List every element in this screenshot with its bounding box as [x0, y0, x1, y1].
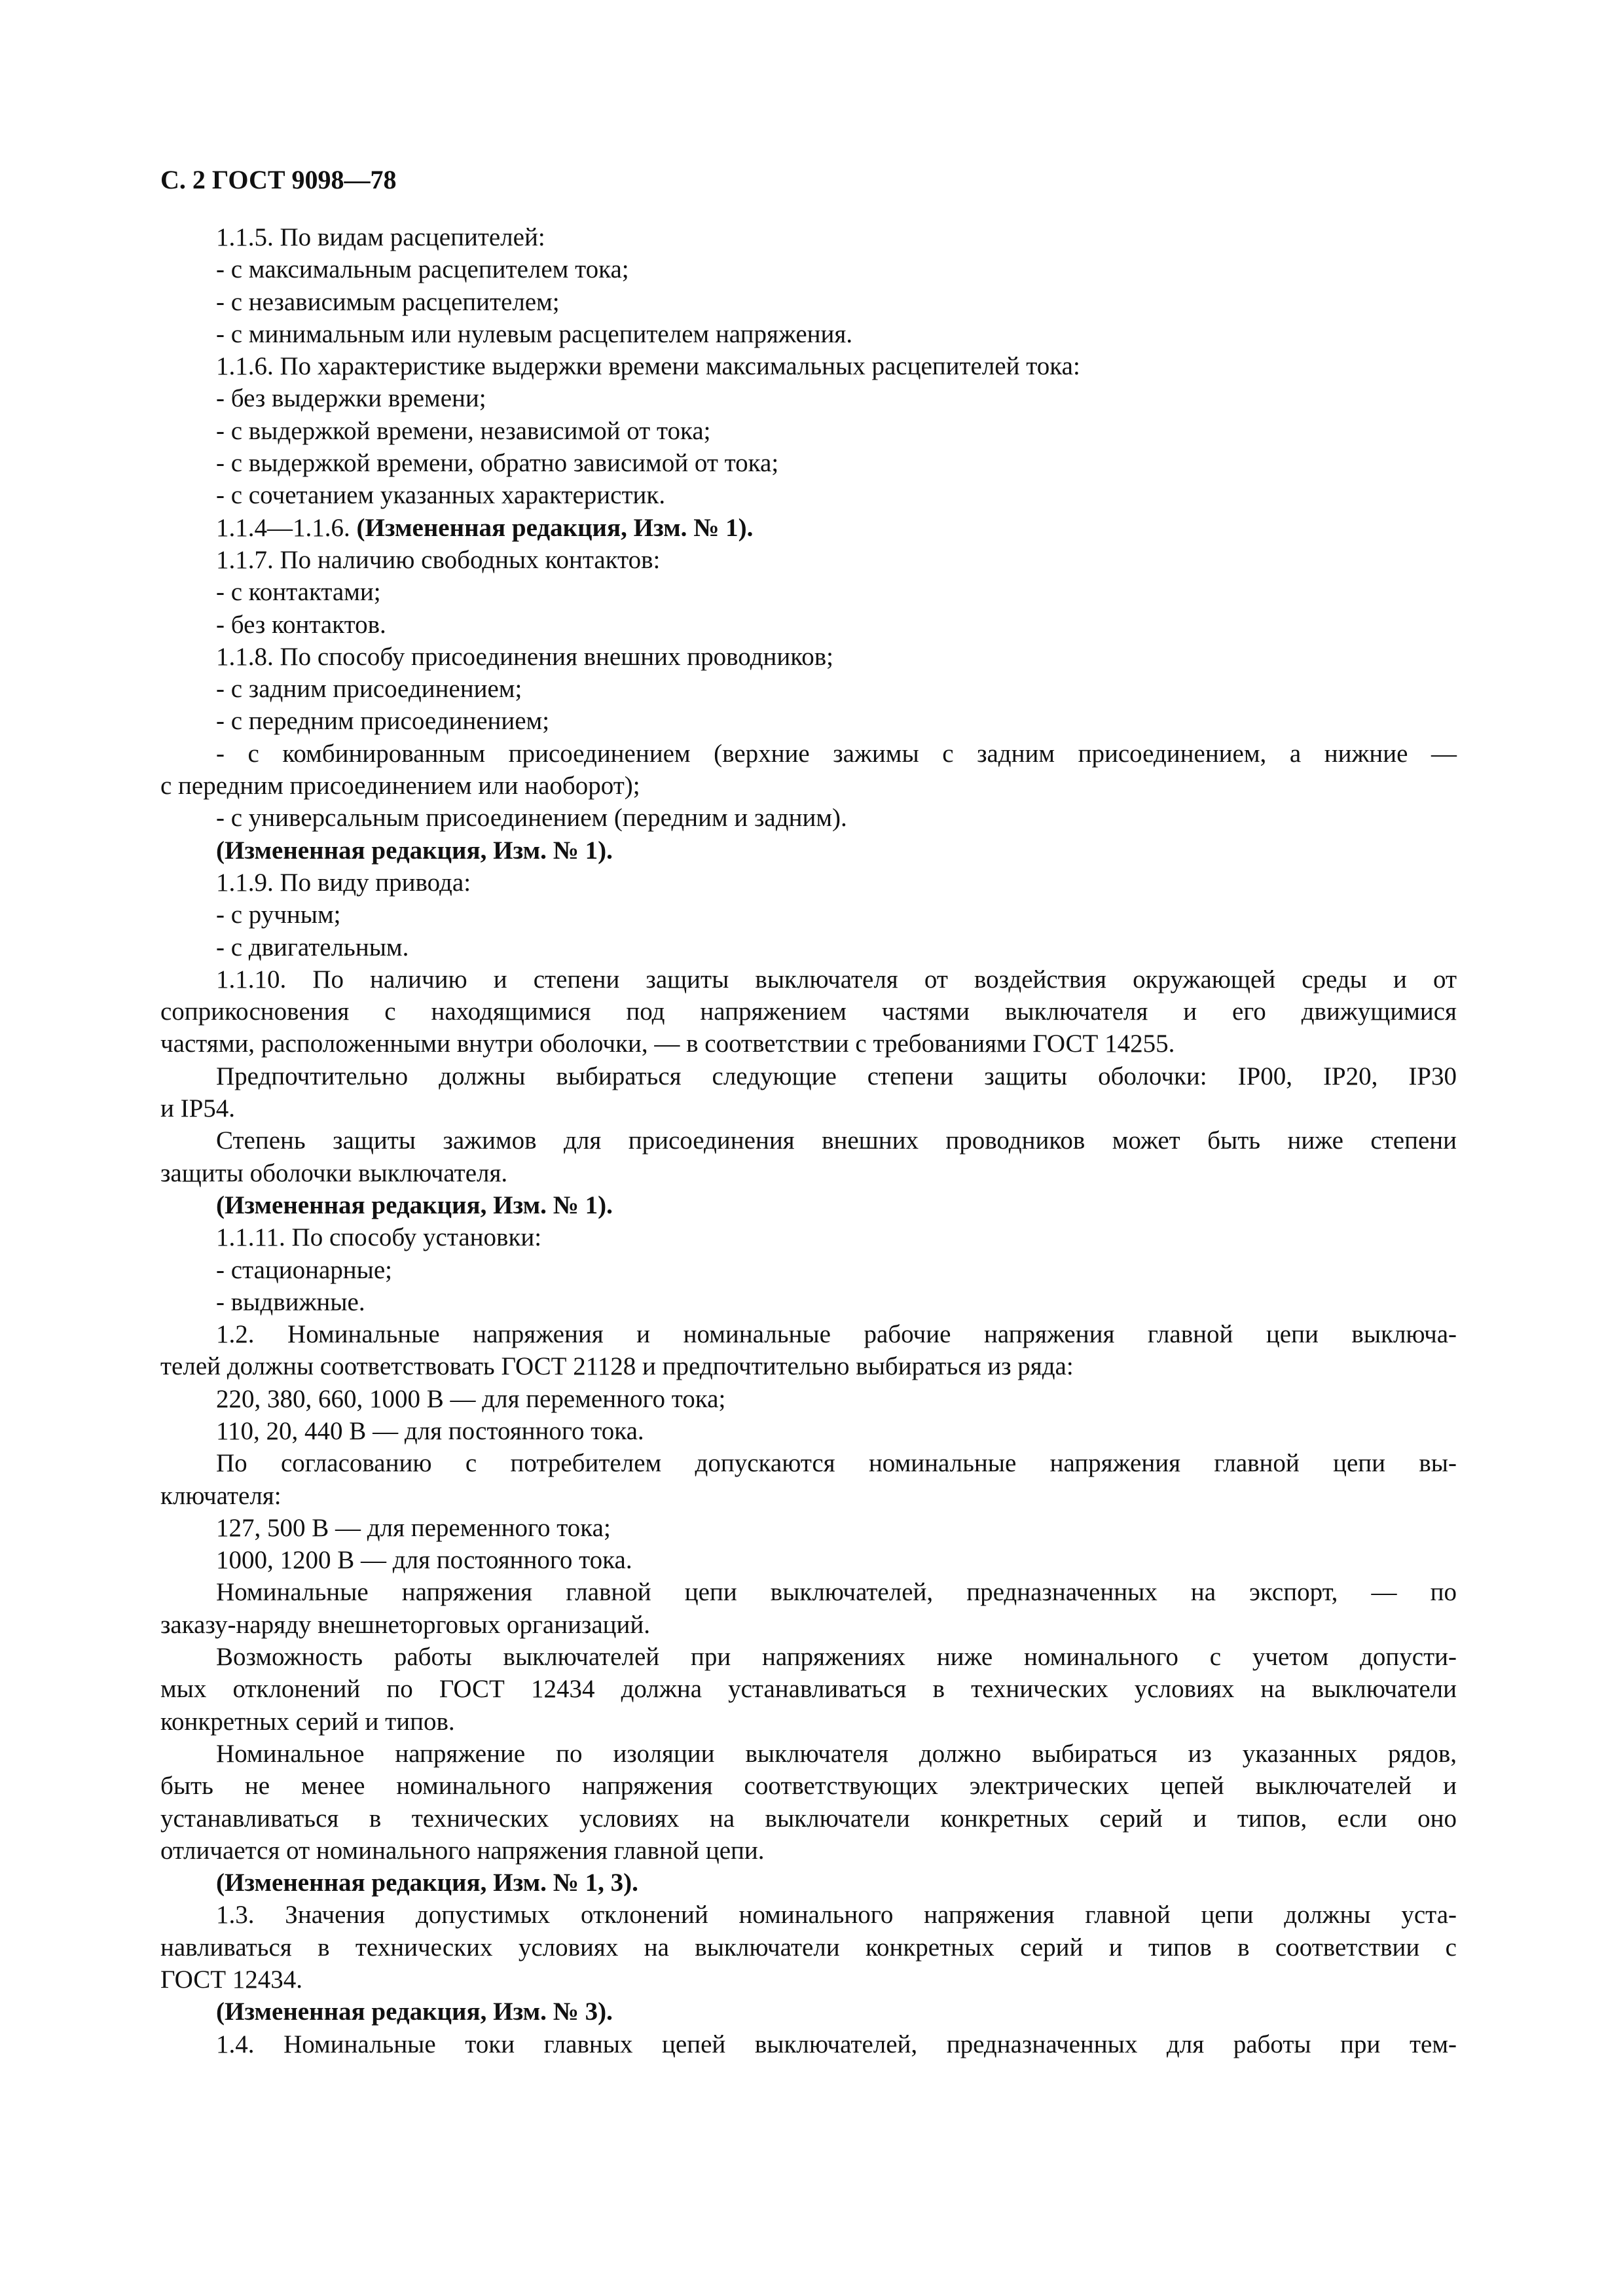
- line-text: навливаться в технических условиях на выключатели конкретных серий и типов в соответствии с: [160, 1933, 1457, 1962]
- text-line: [160, 738, 1457, 770]
- text-line: [160, 544, 1457, 576]
- text-line: [160, 2028, 1457, 2060]
- text-line: [160, 382, 1457, 414]
- line-text: 1.3. Значения допустимых отклонений номинального напряжения главной цепи должны уста-: [216, 1901, 1457, 1929]
- text-line: [160, 1770, 1457, 1802]
- line-text: устанавливаться в технических условиях на выключатели конкретных серий и типов, если оно: [160, 1804, 1457, 1833]
- amendment-note: (Измененная редакция, Изм. № 1).: [216, 836, 613, 865]
- text-line: [160, 931, 1457, 963]
- text-line: [160, 1641, 1457, 1673]
- amendment-note: (Измененная редакция, Изм. № 3).: [216, 1998, 613, 2026]
- line-text: 110, 20, 440 В — для постоянного тока.: [216, 1416, 644, 1445]
- line-text: Возможность работы выключателей при напряжениях ниже номинального с учетом допусти-: [216, 1643, 1457, 1672]
- line-text: - с сочетанием указанных характеристик.: [216, 481, 666, 510]
- line-text: частями, расположенными внутри оболочки, — в соответствии с требованиями ГОСТ 14255.: [160, 1030, 1175, 1058]
- line-text: с передним присоединением или наоборот);: [160, 772, 640, 800]
- text-line: [160, 1931, 1457, 1964]
- line-text: - с выдержкой времени, независимой от тока;: [216, 416, 711, 445]
- text-line: [160, 1124, 1457, 1157]
- text-line: [160, 1996, 1457, 2028]
- amendment-note: (Измененная редакция, Изм. № 1, 3).: [216, 1869, 638, 1897]
- text-line: [160, 673, 1457, 705]
- text-line: [160, 1157, 1457, 1189]
- text-line: [160, 770, 1457, 802]
- line-text: и IP54.: [160, 1094, 236, 1123]
- line-text: - с независимым расцепителем;: [216, 287, 560, 316]
- text-line: [160, 609, 1457, 641]
- text-line: [160, 1899, 1457, 1931]
- text-line: [160, 1350, 1457, 1382]
- text-line: [160, 1706, 1457, 1738]
- line-text: - стационарные;: [216, 1255, 393, 1284]
- text-line: [160, 802, 1457, 834]
- text-line: [160, 1092, 1457, 1124]
- line-text: 1.2. Номинальные напряжения и номинальные рабочие напряжения главной цепи выключа-: [216, 1320, 1457, 1349]
- text-line: [160, 1867, 1457, 1899]
- line-text: 1.1.4—1.1.6.: [216, 513, 357, 542]
- text-line: [160, 996, 1457, 1028]
- text-line: [160, 1738, 1457, 1770]
- line-text: - с минимальным или нулевым расцепителем напряжения.: [216, 319, 853, 348]
- line-text: 1.1.8. По способу присоединения внешних проводников;: [216, 642, 833, 671]
- line-text: 1.4. Номинальные токи главных цепей выключателей, предназначенных для работы при тем-: [216, 2030, 1457, 2058]
- text-line: [160, 899, 1457, 931]
- line-text: - с контактами;: [216, 578, 381, 607]
- text-line: [160, 1028, 1457, 1060]
- text-line: [160, 1544, 1457, 1576]
- line-text: телей должны соответствовать ГОСТ 21128 и предпочтительно выбираться из ряда:: [160, 1352, 1074, 1381]
- text-line: [160, 350, 1457, 382]
- amendment-note: (Измененная редакция, Изм. № 1).: [216, 1191, 613, 1219]
- text-line: [160, 1189, 1457, 1221]
- line-text: 1.1.7. По наличию свободных контактов:: [216, 545, 661, 574]
- line-text: быть не менее номинального напряжения соответствующих электрических цепей выключателей и: [160, 1772, 1457, 1801]
- text-line: [160, 834, 1457, 867]
- line-text: ГОСТ 12434.: [160, 1965, 303, 1994]
- line-text: заказу-наряду внешнеторговых организаций.: [160, 1610, 651, 1639]
- line-text: соприкосновения с находящимися под напряжением частями выключателя и его движущимися: [160, 997, 1457, 1026]
- line-text: - выдвижные.: [216, 1287, 365, 1316]
- line-text: - с максимальным расцепителем тока;: [216, 255, 629, 284]
- text-line: [160, 963, 1457, 996]
- text-line: [160, 1480, 1457, 1512]
- line-text: 1.1.6. По характеристике выдержки времени максимальных расцепителей тока:: [216, 352, 1080, 381]
- line-text: отличается от номинального напряжения главной цепи.: [160, 1836, 765, 1865]
- text-line: [160, 221, 1457, 253]
- text-line: [160, 1609, 1457, 1641]
- text-line: [160, 512, 1457, 544]
- text-line: [160, 576, 1457, 608]
- line-text: - с выдержкой времени, обратно зависимой от тока;: [216, 449, 779, 478]
- text-line: [160, 1383, 1457, 1415]
- text-line: [160, 1576, 1457, 1608]
- text-line: [160, 415, 1457, 447]
- line-text: 220, 380, 660, 1000 В — для переменного тока;: [216, 1384, 726, 1413]
- text-line: [160, 641, 1457, 673]
- line-text: защиты оболочки выключателя.: [160, 1158, 508, 1187]
- text-line: [160, 1286, 1457, 1318]
- text-line: [160, 1803, 1457, 1835]
- line-text: - с передним присоединением;: [216, 707, 550, 736]
- text-line: [160, 286, 1457, 318]
- line-text: 1.1.11. По способу установки:: [216, 1223, 542, 1252]
- text-line: [160, 1964, 1457, 1996]
- text-line: [160, 318, 1457, 350]
- text-line: [160, 705, 1457, 737]
- line-text: - с ручным;: [216, 901, 341, 929]
- line-text: - с универсальным присоединением (передним и задним).: [216, 804, 847, 833]
- line-text: конкретных серий и типов.: [160, 1707, 455, 1736]
- line-text: - с комбинированным присоединением (верхние зажимы с задним присоединением, а нижние —: [216, 739, 1457, 768]
- text-line: [160, 1447, 1457, 1479]
- line-text: 1.1.5. По видам расцепителей:: [216, 223, 545, 251]
- line-text: 1.1.10. По наличию и степени защиты выключателя от воздействия окружающей среды и от: [216, 965, 1457, 994]
- document-body: [160, 221, 1457, 2060]
- line-text: 127, 500 В — для переменного тока;: [216, 1513, 611, 1542]
- line-text: По согласованию с потребителем допускаются номинальные напряжения главной цепи вы-: [216, 1449, 1457, 1478]
- line-text: - с двигательным.: [216, 933, 409, 961]
- text-line: [160, 1060, 1457, 1092]
- line-text: - без контактов.: [216, 610, 386, 639]
- line-text: мых отклонений по ГОСТ 12434 должна устанавливаться в технических условиях на выключатели: [160, 1675, 1457, 1704]
- text-line: [160, 1835, 1457, 1867]
- line-text: Предпочтительно должны выбираться следующие степени защиты оболочки: IP00, IP20, IP30: [216, 1062, 1457, 1090]
- text-line: [160, 1673, 1457, 1705]
- text-line: [160, 1254, 1457, 1286]
- text-line: [160, 867, 1457, 899]
- text-line: [160, 253, 1457, 285]
- line-text: 1.1.9. По виду привода:: [216, 868, 471, 897]
- page-header: С. 2 ГОСТ 9098—78: [160, 165, 397, 194]
- line-text: - без выдержки времени;: [216, 384, 486, 413]
- line-text: Номинальное напряжение по изоляции выключателя должно выбираться из указанных рядов,: [216, 1739, 1457, 1768]
- line-text: Номинальные напряжения главной цепи выключателей, предназначенных на экспорт, — по: [216, 1578, 1457, 1607]
- amendment-note: (Измененная редакция, Изм. № 1).: [356, 513, 754, 542]
- line-text: ключателя:: [160, 1481, 282, 1510]
- text-line: [160, 479, 1457, 511]
- line-text: 1000, 1200 В — для постоянного тока.: [216, 1546, 632, 1575]
- line-text: - с задним присоединением;: [216, 675, 522, 704]
- line-text: Степень защиты зажимов для присоединения внешних проводников может быть ниже степени: [216, 1126, 1457, 1155]
- text-line: [160, 1221, 1457, 1253]
- text-line: [160, 1512, 1457, 1544]
- text-line: [160, 447, 1457, 479]
- text-line: [160, 1415, 1457, 1447]
- text-line: [160, 1318, 1457, 1350]
